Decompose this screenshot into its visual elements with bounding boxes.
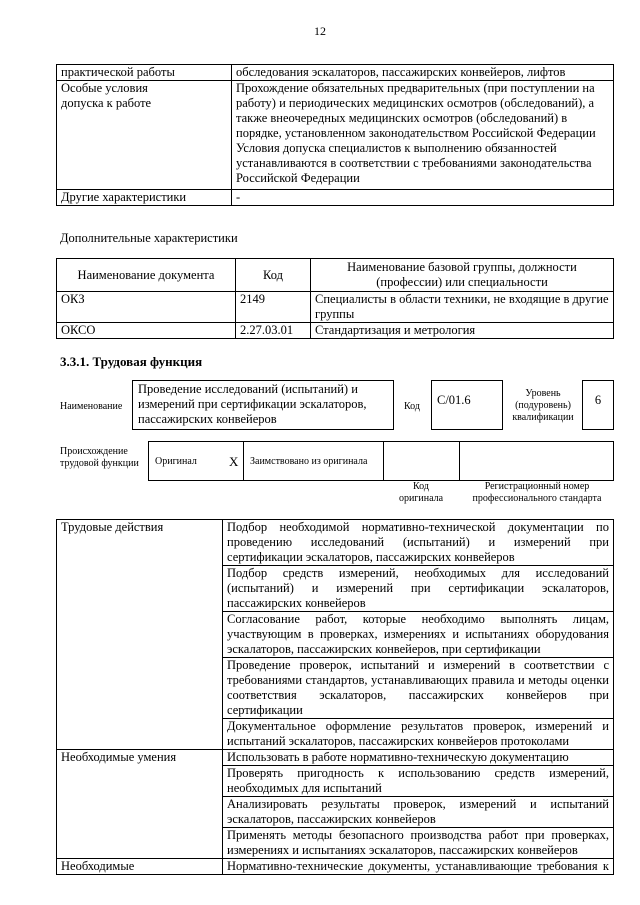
table-row xyxy=(57,859,614,875)
code-box: C/01.6 xyxy=(431,380,503,430)
function-name-box: Проведение исследований (испытаний) и измерений при сертификации эскалаторов, пассажирских конвейеров xyxy=(132,380,394,430)
name-label: Наименование xyxy=(60,401,123,412)
borrowed-cell xyxy=(243,441,384,481)
original-mark: X xyxy=(229,454,239,469)
list-item: Подбор необходимой нормативно-технической документации по проведению исследований (испытаний) и измерений при сертификации эскалаторов, пассажирских конвейеров xyxy=(223,520,614,566)
table-row xyxy=(57,65,614,81)
row-label: Особые условия допуска к работе xyxy=(57,81,232,190)
table-row xyxy=(57,323,614,339)
group-label: Трудовые действия xyxy=(57,520,223,750)
column-header: Наименование базовой группы, должности (профессии) или специальности xyxy=(311,259,614,292)
code-label: Код xyxy=(404,401,420,412)
table-cell: Стандартизация и метрология xyxy=(311,323,614,339)
original-label: Оригинал xyxy=(155,456,197,467)
row-value xyxy=(232,81,614,190)
conditions-table xyxy=(56,64,614,206)
original-cell xyxy=(148,441,244,481)
list-item: Проведение проверок, испытаний и измерений в соответствии с требованиями стандартов, устанавливающих правила и методы оценки соответствия эскалаторов, пассажирских конвейеров при сертификации xyxy=(223,658,614,719)
table-cell: Специалисты в области техники, не входящие в другие группы xyxy=(311,292,614,323)
origin-reg-cell xyxy=(459,441,614,481)
value-paragraph: Условия допуска специалистов к выполнению обязанностей устанавливаются в соответствии с требованиями законодательства Российской Федерации xyxy=(236,141,592,185)
table-row xyxy=(57,750,614,766)
table-row xyxy=(57,520,614,566)
row-label: Другие характеристики xyxy=(57,190,232,206)
origin-label: Происхождение трудовой функции xyxy=(60,446,139,469)
value-paragraph: Прохождение обязательных предварительных (при поступлении на работу) и периодических медицинских осмотров (обследований), а также внеочередных медицинских осмотров (обследований) в порядке, установленном законодательством Российской Федерации xyxy=(236,81,596,140)
row-value: - xyxy=(232,190,614,206)
borrowed-label: Заимствовано из оригинала xyxy=(250,456,368,467)
table-row xyxy=(57,190,614,206)
list-item: Анализировать результаты проверок, измерений и испытаний эскалаторов, пассажирских конвейеров xyxy=(223,797,614,828)
list-item: Подбор средств измерений, необходимых для исследований (испытаний) и измерений при сертификации эскалаторов, пассажирских конвейеров xyxy=(223,566,614,612)
reg-caption: Регистрационный номер профессионального стандарта xyxy=(472,481,602,504)
additional-title: Дополнительные характеристики xyxy=(60,231,238,245)
list-item: Документальное оформление результатов проверок, измерений и испытаний эскалаторов, пассажирских конвейеров протоколами xyxy=(223,719,614,750)
page-number: 12 xyxy=(314,24,326,38)
list-item: Проверять пригодность к использованию средств измерений, необходимых для испытаний xyxy=(223,766,614,797)
origin-code-cell xyxy=(383,441,460,481)
table-row xyxy=(57,292,614,323)
column-header: Наименование документа xyxy=(57,259,236,292)
group-label: Необходимые xyxy=(57,859,223,875)
list-item: Согласование работ, которые необходимо выполнять лицам, участвующим в проверках, измерениях и испытаниях оборудования эскалаторов, пассажирских конвейеров, при сертификации xyxy=(223,612,614,658)
section-title: 3.3.1. Трудовая функция xyxy=(60,354,203,369)
table-row xyxy=(57,81,614,190)
list-item: Применять методы безопасного производства работ при проверках, измерениях и испытаниях эскалаторов, пассажирских конвейеров xyxy=(223,828,614,859)
row-label: практической работы xyxy=(57,65,232,81)
table-cell: 2.27.03.01 xyxy=(236,323,311,339)
function-details-table xyxy=(56,519,614,875)
list-item: Нормативно-технические документы, устанавливающие требования к xyxy=(223,859,614,875)
table-cell: ОКСО xyxy=(57,323,236,339)
column-header: Код xyxy=(236,259,311,292)
table-cell: ОКЗ xyxy=(57,292,236,323)
level-label: Уровень (подуровень) квалификации xyxy=(512,388,574,423)
table-header-row xyxy=(57,259,614,292)
row-value: обследования эскалаторов, пассажирских конвейеров, лифтов xyxy=(232,65,614,81)
classifier-table xyxy=(56,258,614,339)
table-cell: 2149 xyxy=(236,292,311,323)
list-item: Использовать в работе нормативно-техническую документацию xyxy=(223,750,614,766)
level-box: 6 xyxy=(582,380,614,430)
code-caption: Код оригинала xyxy=(398,481,444,504)
group-label: Необходимые умения xyxy=(57,750,223,859)
